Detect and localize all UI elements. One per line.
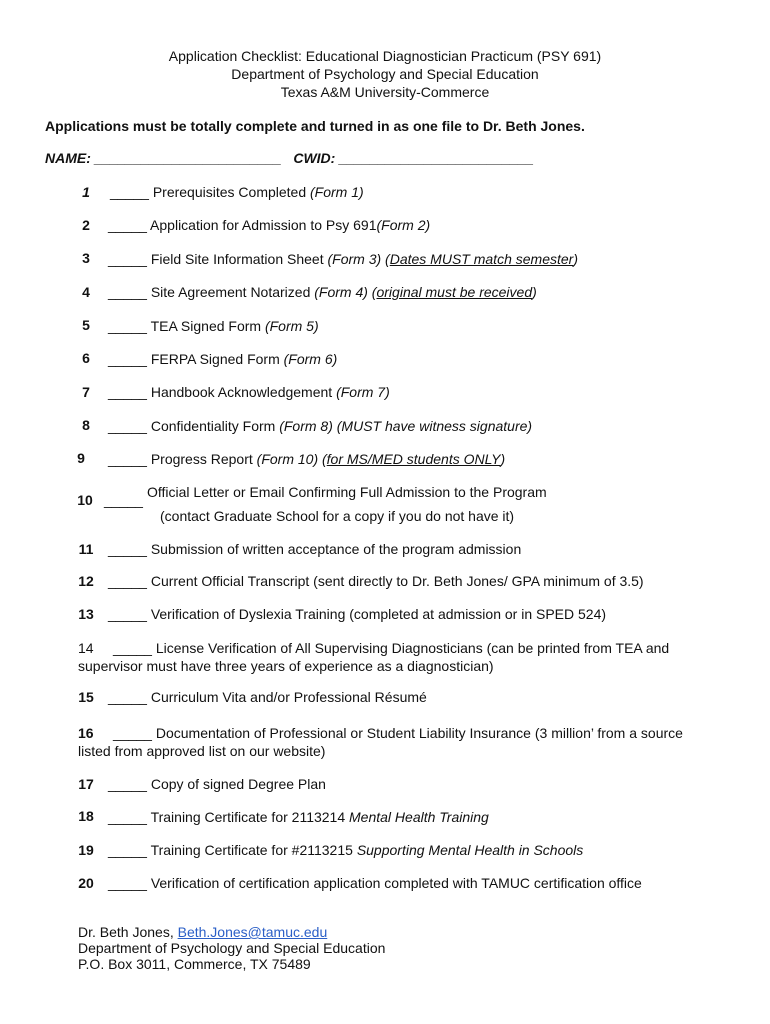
item-number: 3 (82, 250, 90, 266)
department-name: Department of Psychology and Special Education (231, 66, 539, 82)
checkbox-blank[interactable]: _____ (108, 606, 147, 622)
item-line: _____ Verification of Dyslexia Training (completed at admission or in SPED 524) (108, 606, 607, 622)
checkbox-blank[interactable]: _____ (108, 573, 147, 589)
item-line: _____ Prerequisites Completed (Form 1) (110, 184, 364, 200)
checkbox-blank[interactable]: _____ (108, 418, 147, 434)
item-subnote: (contact Graduate School for a copy if you do not have it) (160, 508, 515, 524)
checkbox-blank[interactable]: _____ (110, 184, 149, 200)
contact-line (78, 924, 385, 940)
item-line: _____ FERPA Signed Form (Form 6) (108, 351, 338, 367)
contact-department: Department of Psychology and Special Education (78, 940, 386, 956)
item-number: 16 (78, 725, 94, 741)
item-line: Official Letter or Email Confirming Full Admission to the Program (147, 484, 547, 500)
checkbox-blank[interactable]: _____ (108, 284, 147, 300)
item-line: _____ Current Official Transcript (sent directly to Dr. Beth Jones/ GPA minimum of 3.5) (108, 573, 644, 589)
checkbox-blank[interactable]: _____ (108, 809, 147, 825)
item-number: 14 (78, 640, 94, 656)
university-name: Texas A&M University-Commerce (280, 84, 490, 100)
name-blank[interactable]: ________________________ (94, 150, 282, 166)
checkbox-blank[interactable]: _____ (108, 776, 147, 792)
item-line: _____ TEA Signed Form (Form 5) (108, 318, 319, 334)
checkbox-blank[interactable]: _____ (113, 640, 152, 656)
item-number: 2 (82, 217, 90, 233)
item-line: _____ Confidentiality Form (Form 8) (MUST have witness signature) (108, 418, 533, 434)
item-number: 6 (82, 350, 90, 366)
checkbox-blank[interactable]: _____ (108, 384, 147, 400)
item-number: 17 (78, 776, 94, 792)
item-number: 18 (78, 808, 94, 824)
checkbox-blank[interactable]: _____ (113, 725, 152, 741)
item-number: 4 (82, 284, 90, 300)
checklist-item-16 (78, 724, 718, 760)
checkbox-blank[interactable]: _____ (108, 318, 147, 334)
checkbox-blank[interactable]: _____ (108, 875, 147, 891)
checkbox-blank[interactable]: _____ (108, 251, 147, 267)
item-number: 13 (78, 606, 94, 622)
item-number: 5 (82, 317, 90, 333)
item-line: License Verification of All Supervising Diagnosticians (can be printed from TEA and supervisor must have three years of experience as a diagnostician) (78, 640, 670, 674)
item-line: _____ Training Certificate for 2113214 Mental Health Training (108, 809, 489, 825)
item-number: 7 (82, 384, 90, 400)
checkbox-blank[interactable]: _____ (108, 842, 147, 858)
item-number: 1 (82, 184, 90, 200)
checklist-item-14 (78, 639, 728, 675)
item-number: 8 (82, 417, 90, 433)
checkbox-blank[interactable]: _____ (108, 541, 147, 557)
checkbox-blank[interactable]: _____ (108, 451, 147, 467)
item-number: 12 (78, 573, 94, 589)
item-number: 10 (77, 492, 93, 508)
item-line: _____ Handbook Acknowledgement (Form 7) (108, 384, 390, 400)
item-line: _____ Copy of signed Degree Plan (108, 776, 326, 792)
contact-block (78, 924, 385, 972)
cwid-label: CWID: (293, 150, 336, 166)
cwid-blank[interactable]: _________________________ (339, 150, 534, 166)
item-number: 15 (78, 689, 94, 705)
checkbox-blank[interactable]: _____ (108, 689, 147, 705)
item-line: _____ Application for Admission to Psy 691(Form 2) (108, 217, 431, 233)
checkbox-blank[interactable]: _____ (108, 351, 147, 367)
item-line: Documentation of Professional or Student Liability Insurance (3 million’ from a source listed from approved list on our website) (78, 725, 683, 759)
item-number: 20 (78, 875, 94, 891)
checkbox-blank[interactable]: _____ (108, 217, 147, 233)
item-number: 19 (78, 842, 94, 858)
contact-address: P.O. Box 3011, Commerce, TX 75489 (78, 956, 311, 972)
email-link[interactable]: Beth.Jones@tamuc.edu (177, 924, 328, 940)
item-line: _____ Field Site Information Sheet (Form 3) (Dates MUST match semester) (108, 251, 578, 267)
item-number: 11 (78, 541, 94, 557)
name-cwid-row (45, 150, 534, 166)
item-line: _____ Progress Report (Form 10) (for MS/MED students ONLY) (108, 451, 506, 467)
item-line: _____ Submission of written acceptance of the program admission (108, 541, 522, 557)
item-line: _____ Site Agreement Notarized (Form 4) (original must be received) (108, 284, 537, 300)
item-line: _____ Verification of certification application completed with TAMUC certification office (108, 875, 642, 891)
name-label: NAME: (45, 150, 91, 166)
document-title: Application Checklist: Educational Diagnostician Practicum (PSY 691) (168, 48, 602, 64)
submission-notice: Applications must be totally complete and turned in as one file to Dr. Beth Jones. (45, 118, 585, 134)
item-line: _____ Training Certificate for #2113215 Supporting Mental Health in Schools (108, 842, 584, 858)
checkbox-blank[interactable]: _____ (104, 492, 143, 508)
item-line: _____ Curriculum Vita and/or Professional Résumé (108, 689, 427, 705)
item-number: 9 (77, 450, 85, 466)
contact-name: Dr. Beth Jones, (78, 924, 178, 940)
